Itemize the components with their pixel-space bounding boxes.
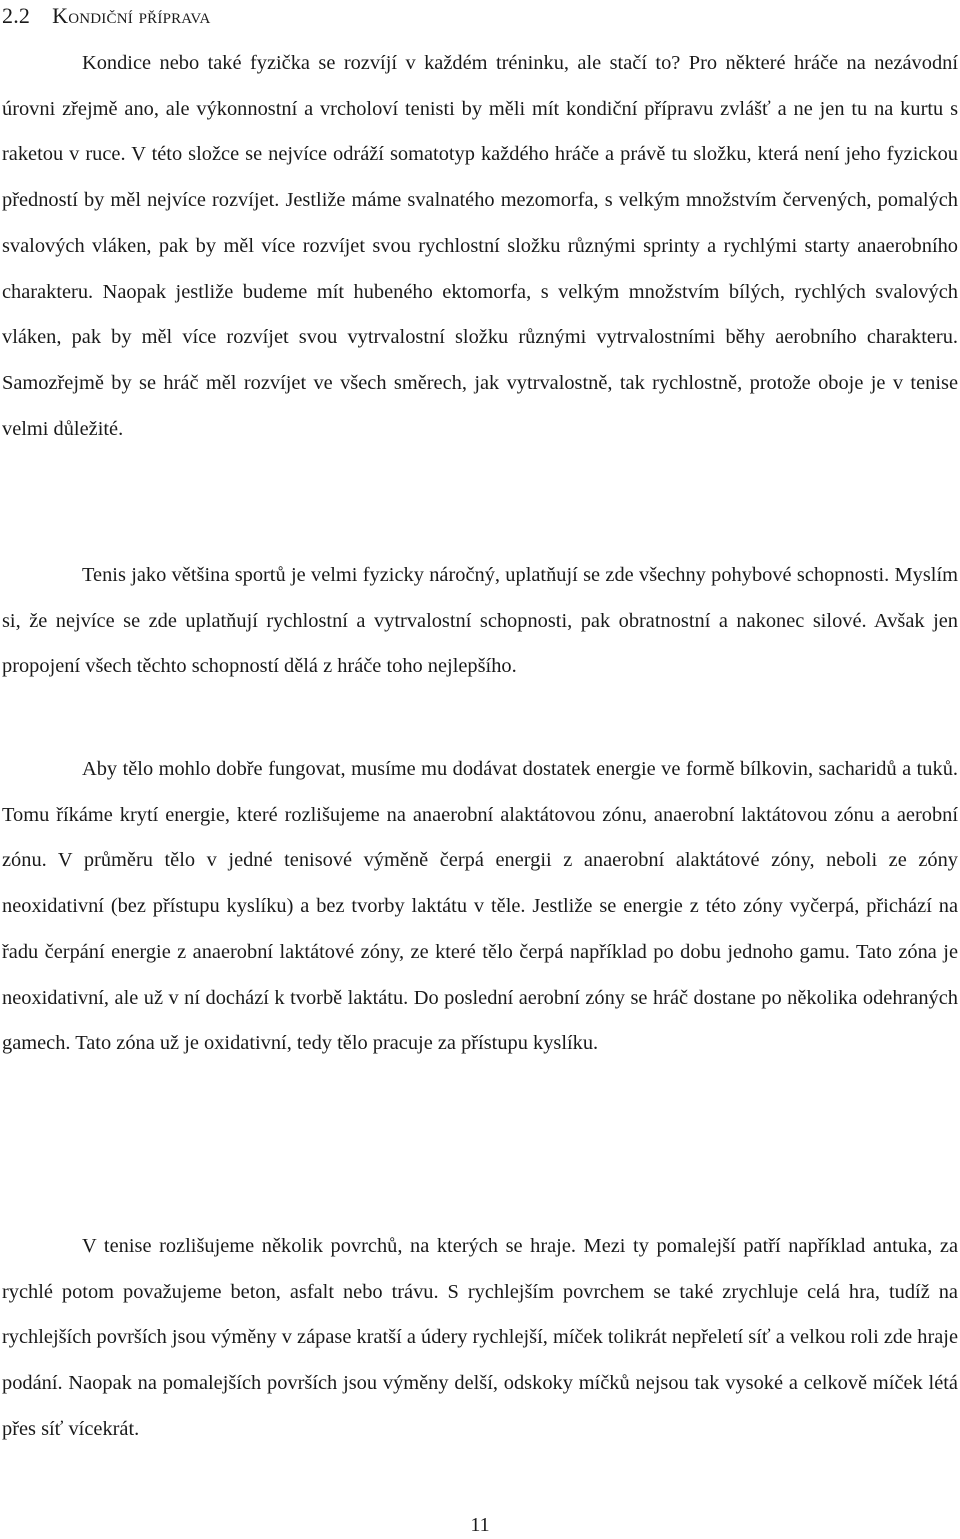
section-heading xyxy=(2,0,211,32)
page-number: 11 xyxy=(470,1514,490,1536)
section-number: 2.2 xyxy=(2,3,31,28)
paragraph-fitness: Kondice nebo také fyzička se rozvíjí v každém tréninku, ale stačí to? Pro některé hráče na nezávodní úrovni zřejmě ano, ale výkonnostní a vrcholoví tenisti by měli mít kondiční přípravu zvlášť a ne jen tu na kurtu s raketou v ruce. V této složce se nejvíce odráží somatotyp každého hráče a právě tu složku, která není jeho fyzickou předností by měl nejvíce rozvíjet. Jestliže máme svalnatého mezomorfa, s velkým množstvím červených, pomalých svalových vláken, pak by měl více rozvíjet svou rychlostní složku různými sprinty a rychlými starty anaerobního charakteru. Naopak jestliže budeme mít hubeného ektomorfa, s velkým množstvím bílých, rychlých svalových vláken, pak by měl více rozvíjet svou vytrvalostní složku různými vytrvalostními běhy aerobního charakteru. Samozřejmě by se hráč měl rozvíjet ve všech směrech, jak vytrvalostně, tak rychlostně, protože oboje je v tenise velmi důležité. xyxy=(2,52,958,440)
paragraph-energy-zones: Aby tělo mohlo dobře fungovat, musíme mu dodávat dostatek energie ve formě bílkovin, sacharidů a tuků. Tomu říkáme krytí energie, které rozlišujeme na anaerobní alaktátovou zónu, anaerobní laktátovou zónu a aerobní zónu. V průměru tělo v jedné tenisové výměně čerpá energii z anaerobní alaktátové zóny, neboli ze zóny neoxidativní (bez přístupu kyslíku) a bez tvorby laktátu v těle. Jestliže se energie z této zóny vyčerpá, přichází na řadu čerpání energie z anaerobní laktátové zóny, ze které tělo čerpá například po dobu jednoho gamu. Tato zóna je neoxidativní, ale už v ní dochází k tvorbě laktátu. Do poslední aerobní zóny se hráč dostane po několika odehraných gamech. Tato zóna už je oxidativní, tedy tělo pracuje za přístupu kyslíku. xyxy=(2,758,958,1055)
paragraph-court-surfaces: V tenise rozlišujeme několik povrchů, na kterých se hraje. Mezi ty pomalejší patří například antuka, za rychlé potom považujeme beton, asfalt nebo trávu. S rychlejším povrchem se také zrychluje celá hra, tudíž na rychlejších površích jsou výměny v zápase kratší a údery rychlejší, míček tolikrát nepřeletí síť a velkou roli zde hraje podání. Naopak na pomalejších površích jsou výměny delší, odskoky míčků nejsou tak vysoké a celkově míček létá přes síť vícekrát. xyxy=(2,1235,959,1440)
section-title: Kondiční příprava xyxy=(52,3,211,28)
paragraph-motor-abilities: Tenis jako většina sportů je velmi fyzicky náročný, uplatňují se zde všechny pohybové schopnosti. Myslím si, že nejvíce se zde uplatňují rychlostní a vytrvalostní schopnosti, pak obratnostní a nakonec silové. Avšak jen propojení všech těchto schopností dělá z hráče toho nejlepšího. xyxy=(2,564,958,678)
